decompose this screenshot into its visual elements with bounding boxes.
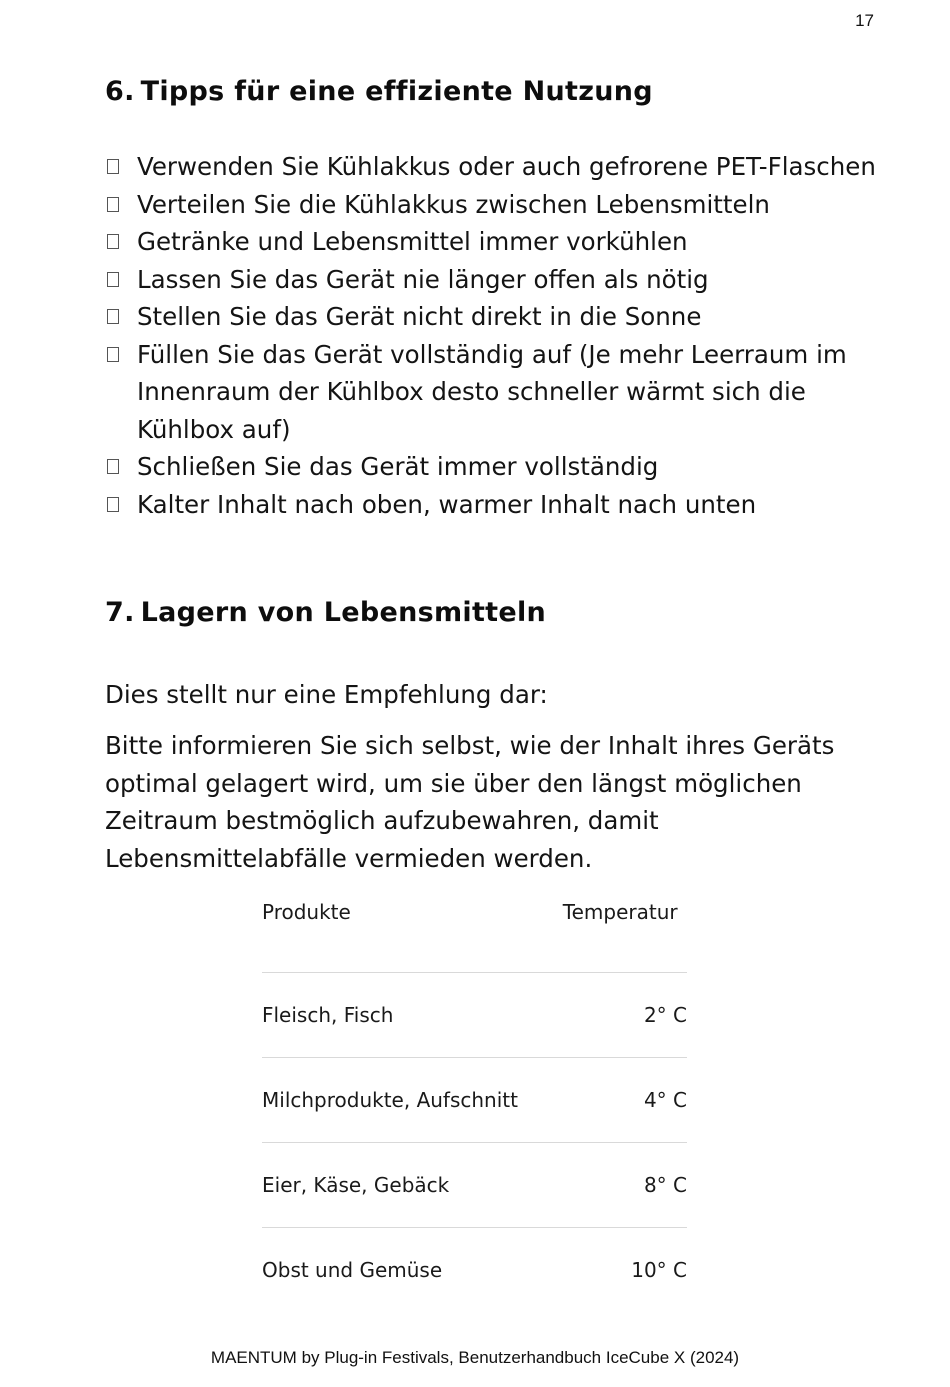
tip-text: Schließen Sie das Gerät immer vollständig <box>137 452 659 481</box>
tip-item <box>105 336 885 449</box>
table-row <box>262 1228 687 1313</box>
column-header-products: Produkte <box>262 900 351 924</box>
temperature-cell: 8° C <box>535 1143 687 1228</box>
section-6-title: Tipps für eine effiziente Nutzung <box>140 76 653 107</box>
tip-text: Lassen Sie das Gerät nie länger offen als nötig <box>137 264 709 294</box>
tip-item <box>105 148 885 186</box>
table-header-row <box>262 900 687 938</box>
checkbox-bullet-icon <box>107 197 119 212</box>
tip-item <box>105 298 885 336</box>
checkbox-bullet-icon <box>107 234 119 249</box>
checkbox-bullet-icon <box>107 159 119 174</box>
checkbox-bullet-icon <box>107 309 119 324</box>
page-number: 17 <box>855 11 874 30</box>
section-6-heading <box>105 76 653 107</box>
section-6-number: 6. <box>105 76 135 107</box>
tip-text: Füllen Sie das Gerät vollständig auf (Je mehr Leerraum im Innenraum der Kühlbox desto schneller wärmt sich die Kühlbox auf) <box>137 339 847 444</box>
checkbox-bullet-icon <box>107 497 119 512</box>
tip-text: Kalter Inhalt nach oben, warmer Inhalt nach unten <box>137 489 757 519</box>
intro-text: Dies stellt nur eine Empfehlung dar: <box>105 680 548 709</box>
section-7-number: 7. <box>105 597 135 628</box>
product-cell: Fleisch, Fisch <box>262 973 535 1058</box>
product-cell: Milchprodukte, Aufschnitt <box>262 1058 535 1143</box>
tip-text: Verwenden Sie Kühlakkus oder auch gefrorene PET-Flaschen <box>137 152 876 181</box>
temperature-cell: 10° C <box>535 1228 687 1313</box>
temperature-cell: 4° C <box>535 1058 687 1143</box>
tip-item <box>105 486 885 524</box>
tip-item <box>105 223 885 261</box>
tip-text: Getränke und Lebensmittel immer vorkühlen <box>137 227 688 256</box>
section-7-heading <box>105 597 546 628</box>
table-row <box>262 973 687 1058</box>
product-cell: Eier, Käse, Gebäck <box>262 1143 535 1228</box>
column-header-temperature: Temperatur <box>562 900 678 924</box>
table-row <box>262 1143 687 1228</box>
tips-list <box>105 148 885 523</box>
tip-item <box>105 448 885 486</box>
checkbox-bullet-icon <box>107 459 119 474</box>
checkbox-bullet-icon <box>107 347 119 362</box>
tip-text: Stellen Sie das Gerät nicht direkt in die Sonne <box>137 302 702 331</box>
tip-item <box>105 261 885 299</box>
storage-temperature-table <box>262 900 687 1312</box>
body-paragraph: Bitte informieren Sie sich selbst, wie der Inhalt ihres Geräts optimal gelagert wird, um sie über den längst möglichen Zeitraum bestmöglich aufzubewahren, damit Lebensmittelabfälle vermieden werden. <box>105 731 835 873</box>
tip-item <box>105 186 885 224</box>
checkbox-bullet-icon <box>107 272 119 287</box>
temperature-cell: 2° C <box>535 973 687 1058</box>
page-footer: MAENTUM by Plug-in Festivals, Benutzerhandbuch IceCube X (2024) <box>210 1348 740 1367</box>
section-7-title: Lagern von Lebensmitteln <box>140 597 547 628</box>
tip-text: Verteilen Sie die Kühlakkus zwischen Lebensmitteln <box>137 189 770 219</box>
product-cell: Obst und Gemüse <box>262 1228 535 1313</box>
table-row <box>262 1058 687 1143</box>
